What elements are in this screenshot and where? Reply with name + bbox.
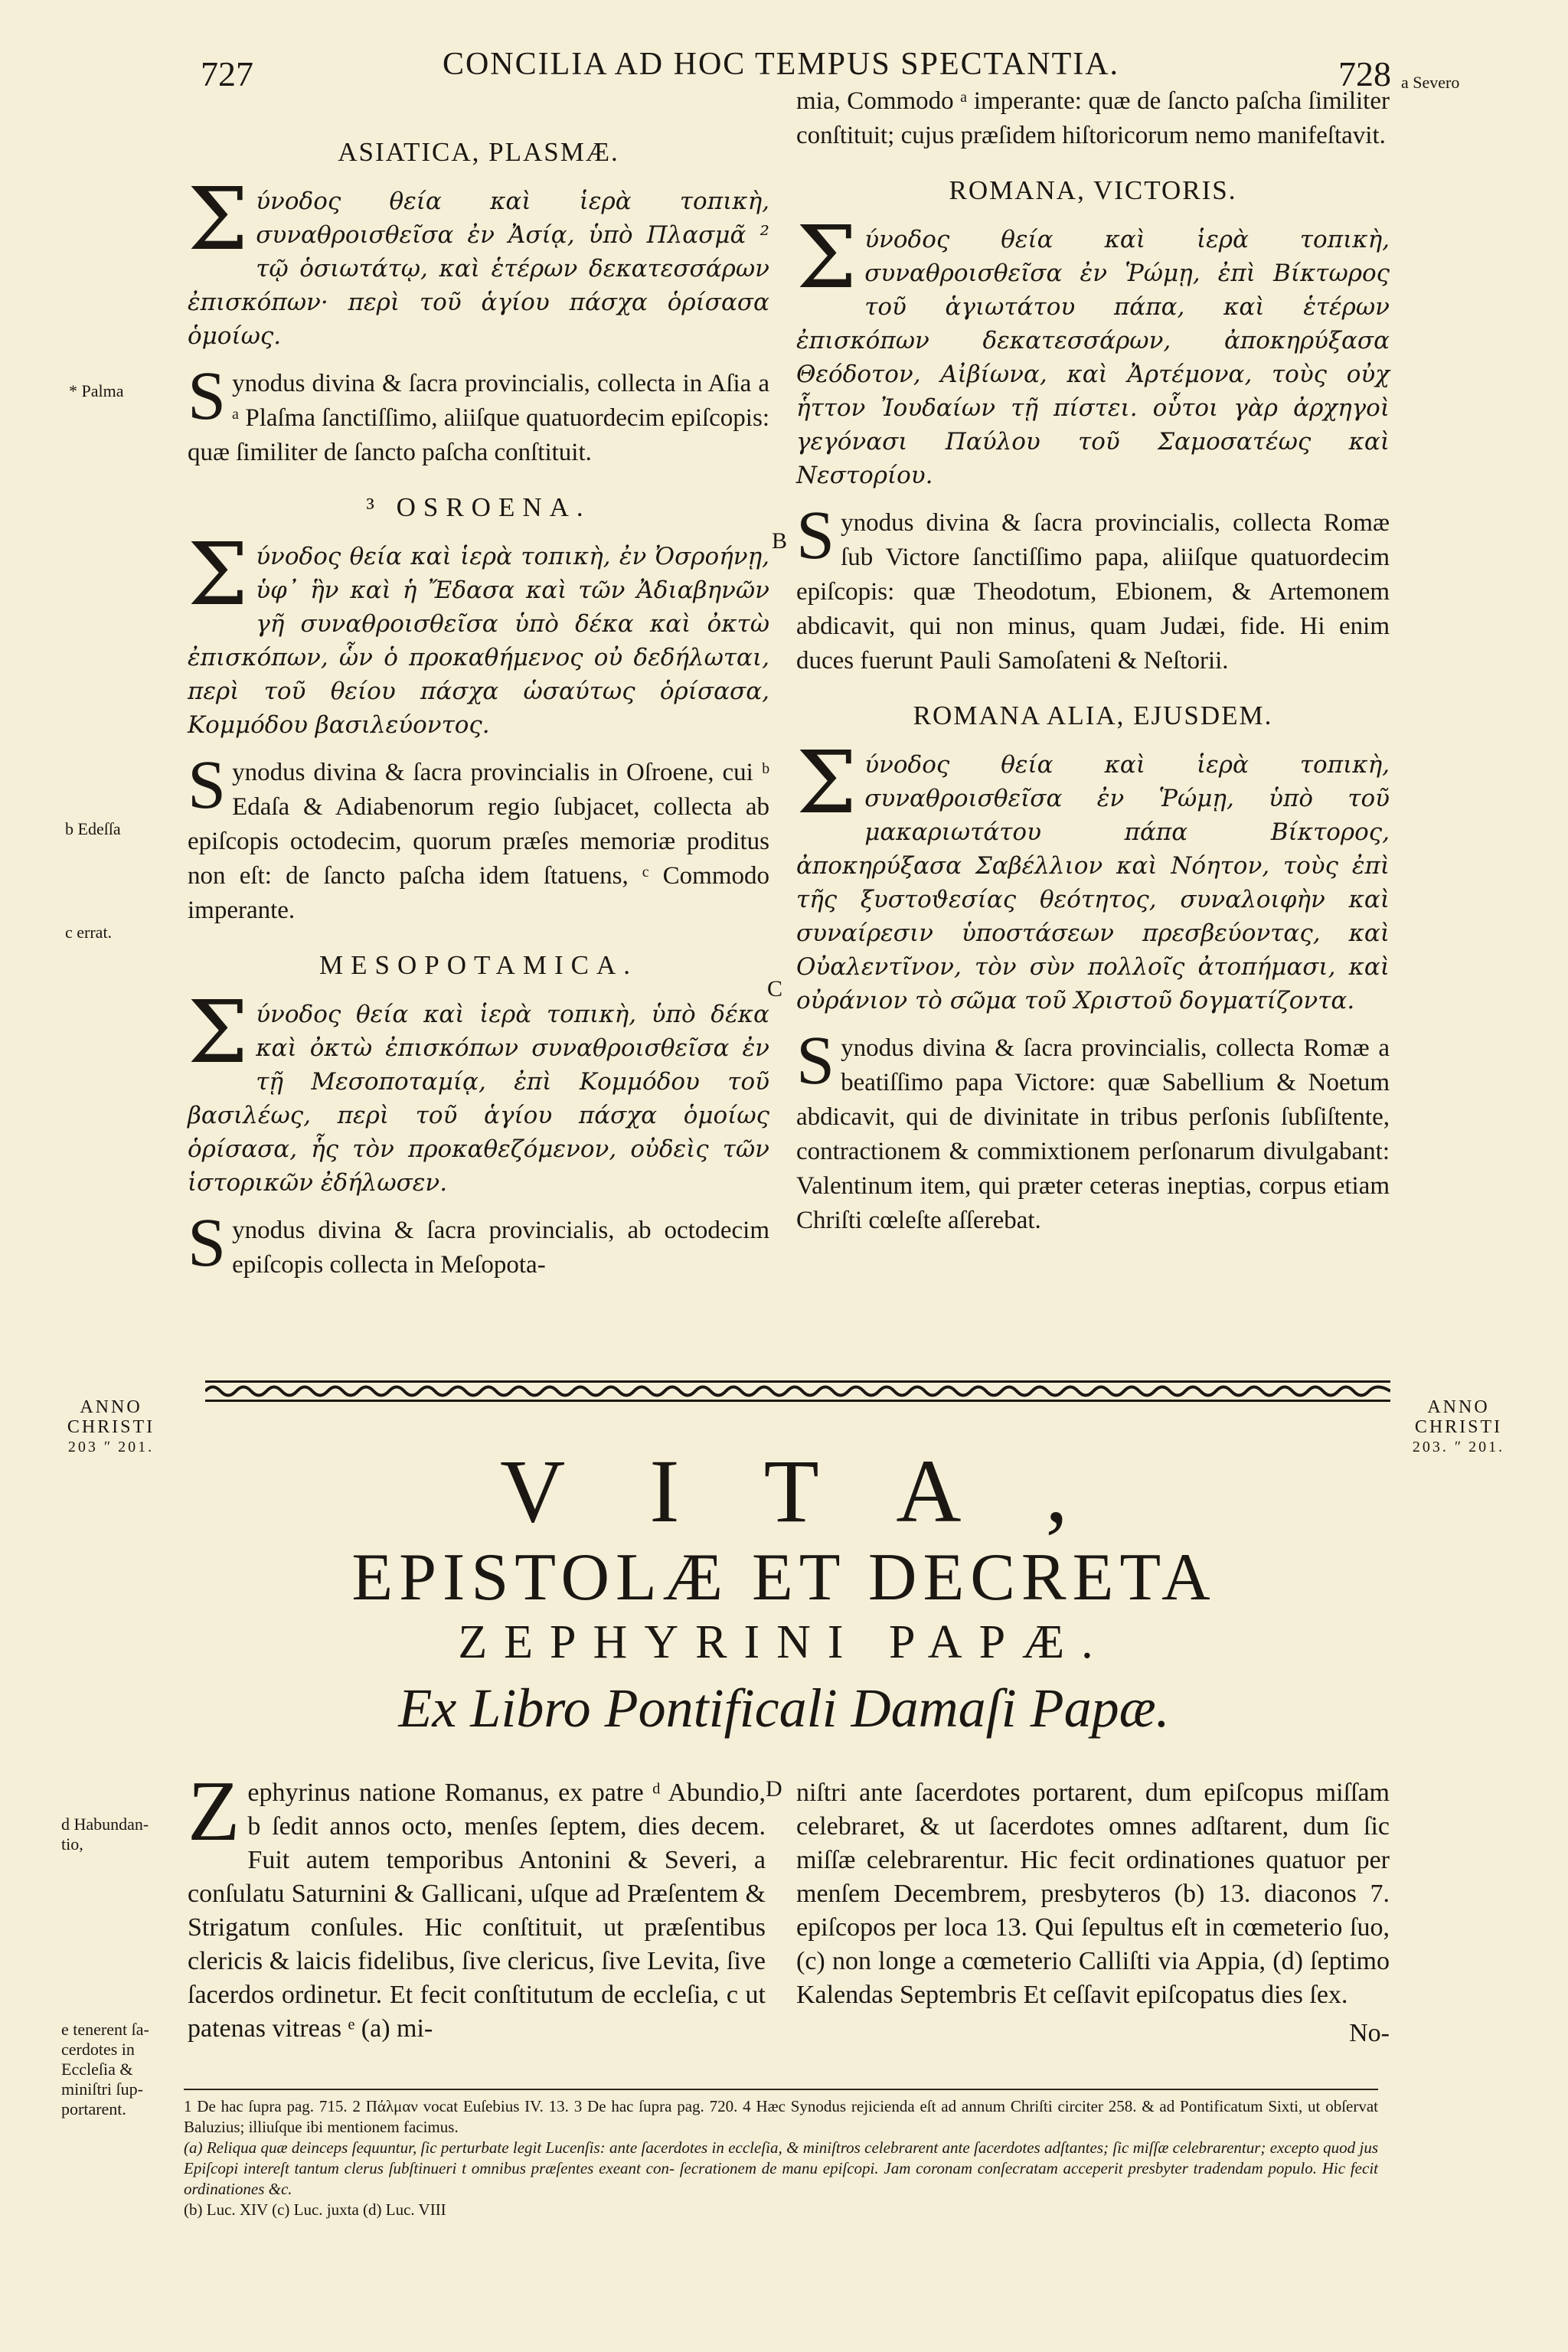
footnote-1: 1 De hac ſupra pag. 715. 2 Πάλμαν vocat Euſebius IV. 13. 3 De hac ſupra pag. 720. 4 Hæc Synodus rejicienda eſt ad annum Chriſti circiter 258. & ad Pontificatum Sixti, ut obſervat Baluzius; illiuſque ibi mentionem facimus. bbox=[184, 2097, 1378, 2136]
anno-christi-right: ANNO CHRISTI 203. ʺ 201. bbox=[1412, 1397, 1505, 1455]
heading-mesopotamica: MESOPOTAMICA. bbox=[319, 950, 638, 980]
catchword: No- bbox=[1349, 2019, 1390, 2047]
margin-note-severo: a Severo bbox=[1401, 73, 1460, 92]
latin-text-mesopotamica-continued: mia, Commodo ᵃ imperante: quæ de ſancto paſcha ſimiliter conſtituit; cujus præſidem hiſtoricorum nemo manifeſtavit. bbox=[796, 87, 1390, 149]
footnote-3: (b) Luc. XIV (c) Luc. juxta (d) Luc. VIII bbox=[184, 2200, 446, 2219]
note-marker: c bbox=[65, 923, 73, 942]
left-column bbox=[188, 115, 769, 1296]
latin-text-osroena: Synodus divina & ſacra provincialis in Oſroene, cui ᵇ Edaſa & Adiabenorum regio ſubjacet, collecta ab epiſcopis octodecim, quorum præſes memoriæ proditus non eſt: de ſancto paſcha idem ſtatuens, ᶜ Commodo imperante. bbox=[188, 747, 769, 924]
greek-text-mesopotamica: Σύνοδος θεία καὶ ἱερὰ τοπικὴ, ὑπὸ δέκα καὶ ὀκτὼ ἐπισκόπων συναθροισθεῖσα ἐν τῇ Μεσοποταμίᾳ, ἐπὶ Κομμόδου τοῦ βασιλέως, περὶ τοῦ ἁγίου πάσχα ὁμοίως ὁρίσασα, ἧς τὸν προκαθεζόμενον, οὐδεὶς τῶν ἱστορικῶν ἐδήλωσεν. bbox=[188, 983, 769, 1197]
ornamental-divider bbox=[205, 1378, 1390, 1404]
margin-note-tenerent: e tenerent ſa-cerdotes in Eccleſia & miniſtri ſup-portarent. bbox=[61, 2020, 149, 2118]
margin-note-errat: c errat. bbox=[65, 923, 113, 942]
page-number-right: 728 bbox=[1338, 54, 1391, 93]
footnotes bbox=[184, 2096, 1378, 2220]
margin-note-edessa: b Edeſſa bbox=[65, 819, 121, 838]
right-column bbox=[796, 84, 1390, 1252]
latin-text-mesopotamica: Synodus divina & ſacra provincialis, ab octodecim epiſcopis collecta in Meſopota- bbox=[188, 1205, 769, 1281]
note-marker: d bbox=[61, 1815, 70, 1834]
body-right-column bbox=[796, 1776, 1390, 2050]
body-text-right: niſtri ante ſacerdotes portarent, dum epiſcopus miſſam celebraret, & ut ſacerdotes omnes adſtarent, dum ſic miſſæ celebrarentur. Hic fecit ordinationes quatuor per menſem Decembrem, presbyteros (b) 13. diaconos 7. epiſcopos per loca 13. Qui ſepultus eſt in cœmeterio ſuo, (c) non longe a cœmeterio Calliſti via Appia, (d) ſeptimo Kalendas Septembris Et ceſſavit epiſcopatus dies ſex. bbox=[796, 1779, 1390, 2009]
latin-text-romana-alia: Synodus divina & ſacra provincialis, collecta Romæ a beatiſſimo papa Victore: quæ Sabellium & Noetum abdicavit, qui de divinitate in tribus perſonis ſubſiſtente, contractionem & commixtionem perſonarum divulgabant: Valentinum item, qui præter ceteras ineptias, corpus etiam Chriſti cœleſte aſſerebat. bbox=[796, 1023, 1390, 1234]
title-epistolae-decreta: EPISTOLÆ ET DECRETA bbox=[351, 1540, 1217, 1615]
margin-note-palma: * Palma bbox=[69, 381, 124, 400]
page-number-left: 727 bbox=[201, 54, 253, 93]
section-letter-b: B bbox=[772, 528, 788, 554]
title-zephyrini: ZEPHYRINI PAPÆ. bbox=[458, 1616, 1110, 1668]
section-letter-d: D bbox=[766, 1776, 782, 1802]
latin-text-asiatica: Synodus divina & ſacra provincialis, collecta in Aſia a ᵃ Plaſma ſanctiſſimo, aliiſque quatuordecim epiſcopis: quæ ſimiliter de ſancto paſcha conſtituit. bbox=[188, 358, 769, 466]
note-marker: e bbox=[61, 2020, 69, 2039]
heading-asiatica: ASIATICA, PLASMÆ. bbox=[338, 137, 619, 167]
note-marker: a bbox=[1401, 73, 1409, 92]
running-title: CONCILIA AD HOC TEMPUS SPECTANTIA. bbox=[442, 47, 1120, 82]
greek-text-romana-alia: Σύνοδος θεία καὶ ἱερὰ τοπικὴ, συναθροισθεῖσα ἐν Ῥώμῃ, ὑπὸ τοῦ μακαριωτάτου πάπα Βίκτορος, ἀποκηρύξασα Σαβέλλιον καὶ Νόητον, τοὺς ἐπὶ τῆς ξυστοϑεσίας θεότητος, συναλοιφὴν καὶ συναίρεσιν ὑποστάσεων πρεσβεύοντας, καὶ Οὐαλεντῖνον, τὸν σὺν πολλοῖς ἀτοπήμασι, καὶ οὐράνιον τὸ σῶμα τοῦ Χριστοῦ δογματίζοντα. bbox=[796, 733, 1390, 1014]
body-text-left: Zephyrinus natione Romanus, ex patre ᵈ Abundio, b ſedit annos octo, menſes ſeptem, dies decem. Fuit autem temporibus Antonini & Severi, a conſulatu Saturnini & Gallicani, uſque ad Præſentem & Strigatum conſules. Hic conſtituit, ut præſentibus clericis & laicis fidelibus, ſive clericus, ſive Levita, ſive ſacerdos ordinetur. Et fecit conſtitutum de eccleſia, c ut patenas vitreas ᵉ (a) mi- bbox=[188, 1764, 766, 2043]
title-vita: VITA, bbox=[500, 1441, 1152, 1541]
footnote-2: (a) Reliqua quæ deinceps ſequuntur, ſic perturbate legit Lucenſis: ante ſacerdotes in eccleſia, & miniſtros celebrarent ante ſacerdotes adſtantes; ſic miſſæ celebrarentur; excepto quod jus Epiſcopi intereſt tantum clerus ſubſtinueri t omnibus præſentes exeant con- ſecrationem de manu epiſcopi. Jam coronam conſecratam acceperit presbyter tradendam populo. Hic fecit ordinationes &c. bbox=[184, 2138, 1378, 2198]
heading-romana-victoris: ROMANA, VICTORIS. bbox=[949, 175, 1237, 205]
greek-text-osroena: Σύνοδος θεία καὶ ἱερὰ τοπικὴ, ἐν Ὀσροήνῃ, ὑφ᾽ ἣν καὶ ἡ Ἔδασα καὶ τῶν Ἀδιαβηνῶν γῆ συναθροισθεῖσα ὑπὸ δέκα καὶ ὀκτὼ ἐπισκόπων, ὧν ὁ προκαθήμενος οὐ δεδήλωται, περὶ τοῦ θείου πάσχα ὡσαύτως ὁρίσασα, Κομμόδου βασιλεύοντος. bbox=[188, 525, 769, 739]
body-left-column bbox=[188, 1764, 766, 2046]
latin-text-victoris: Synodus divina & ſacra provincialis, collecta Romæ ſub Victore ſanctiſſimo papa, aliiſque quatuordecim epiſcopis: quæ Theodotum, Ebionem, & Artemonem abdicavit, qui non minus, quam Judæi, fide. Hi enim duces fuerunt Pauli Samoſateni & Neſtorii. bbox=[796, 498, 1390, 675]
footnote-rule bbox=[184, 2089, 1378, 2090]
note-marker: * bbox=[69, 381, 77, 400]
note-marker: b bbox=[65, 819, 74, 838]
section-letter-c: C bbox=[767, 976, 783, 1001]
margin-note-habundantio: d Habundan-tio, bbox=[61, 1815, 149, 1854]
greek-text-asiatica: Σύνοδος θεία καὶ ἱερὰ τοπικὴ, συναθροισθεῖσα ἐν Ἀσίᾳ, ὑπὸ Πλασμᾶ ² τῷ ὁσιωτάτῳ, καὶ ἑτέρων δεκατεσσάρων ἐπισκόπων· περὶ τοῦ ἁγίου πάσχα ὁρίσασα ὁμοίως. bbox=[188, 170, 769, 350]
heading-romana-alia: ROMANA ALIA, EJUSDEM. bbox=[913, 701, 1273, 730]
heading-osroena: ³ OSROENA. bbox=[366, 492, 591, 522]
anno-christi-left: ANNO CHRISTI 203 ʺ 201. bbox=[67, 1397, 155, 1455]
greek-text-victoris: Σύνοδος θεία καὶ ἱερὰ τοπικὴ, συναθροισθεῖσα ἐν Ῥώμῃ, ἐπὶ Βίκτωρος τοῦ ἁγιωτάτου πάπα, καὶ ἑτέρων ἐπισκόπων δεκατεσσάρων, ἀποκηρύξασα Θεόδοτον, Αἰβίωνα, καὶ Ἀρτέμονα, τοὺς οὐχ ἧττον Ἰουδαίων τῇ πίστει. οὗτοι γὰρ ἀρχηγοὶ γεγόνασι Παύλου τοῦ Σαμοσατέως καὶ Νεστορίου. bbox=[796, 208, 1390, 489]
title-ex-libro: Ex Libro Pontificali Damaſi Papæ. bbox=[398, 1677, 1170, 1739]
